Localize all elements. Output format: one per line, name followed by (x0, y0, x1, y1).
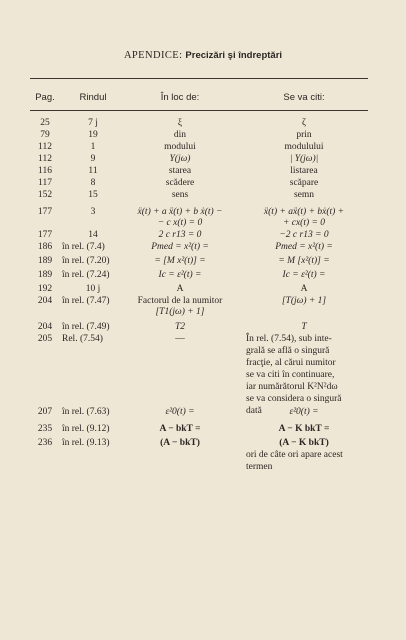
cell-pag: 112 (38, 154, 52, 164)
cell-rind: 9 (90, 154, 96, 164)
cell-citi: scăpare (289, 178, 319, 188)
cell-rind: 8 (90, 178, 96, 188)
cell-pag: 189 (37, 256, 53, 266)
cell-citi: [T(jω) + 1] (281, 296, 327, 306)
cell-citi: ε²0(t) = (289, 407, 319, 417)
cell-rind: 7 j (88, 118, 98, 128)
cell-pag: 205 (37, 334, 53, 344)
title-sub: Precizări şi îndreptări (185, 50, 283, 61)
cell-citi: ẍ(t) + aẍ(t) + bẋ(t) + (263, 207, 345, 217)
cell-citi: −2 c r13 = 0 (279, 230, 329, 240)
cell-loc: Pmed = x²(t) = (151, 242, 209, 252)
cell-citi: A (300, 284, 308, 294)
cell-rind: în rel. (7.4) (62, 242, 105, 252)
cell-rind: 1 (90, 142, 96, 152)
cell-pag: 189 (37, 270, 53, 280)
cell-rind: în rel. (7.49) (62, 322, 110, 332)
cell-citi: = M [x²(t)] = (278, 256, 330, 266)
cell-rind: în rel. (7.20) (62, 256, 110, 266)
cell-loc: sens (171, 190, 189, 200)
cell-pag: 177 (37, 207, 53, 217)
document-page: APENDICE: Precizări şi îndreptări Pag. Rindul În loc de: Se va citi: 25 7 j ξ ζ 79 19 din prin 112 1 modului modulului 112 9 Y(jω) | Y(jω)| 116 11 starea listarea 117 8 scădere scăpare 152 15 sens semn 177 3 ẍ(t) + a ẍ(t) + b ẋ(t) − ẍ(t) + aẍ(t) + bẋ(t) + − c x(t) = 0 + cx(t) = 0 177 14 2 c r13 = 0 −2 c r13 = 0 186 în rel. (7.4) Pmed = x²(t) = Pmed = x²(t) = 189 în rel. (7.20) = [M x²(t)] = = M [x²(t)] = 189 în rel. (7.24) Ic = ε²(t) = Ic = ε²(t) = 192 10 j A A 204 în rel. (7.47) Factorul de la numitor [T(jω) + 1] [T1(jω) + 1] 204 în rel. (7.49) T2 T 205 Rel. (7.54) — În rel. (7.54), sub inte- grală se află o singură fracţie, al cărui numitor se va citi în continuare, iar numărătorul K²N²dω se va considera o singură dată 207 în rel. (7.63) ε²0(t) = ε²0(t) = 235 în rel. (9.12) A − bkT = A − K bkT = 236 în rel. (9.13) (A − bkT) (A − K bkT) ori de câte ori apare acest termen (0, 0, 406, 640)
cell-citi-line2: + cx(t) = 0 (282, 218, 326, 228)
cell-rind: 11 (88, 166, 98, 176)
cell-pag: 204 (37, 296, 53, 306)
cell-rind: 3 (90, 207, 96, 217)
cell-pag: 116 (38, 166, 52, 176)
cell-loc: starea (168, 166, 192, 176)
cell-loc: modului (164, 142, 196, 152)
cell-rind: 15 (88, 190, 98, 200)
cell-rind: 10 j (85, 284, 101, 294)
cell-loc: — (175, 334, 185, 344)
cell-citi: ζ (302, 118, 306, 128)
cell-citi: modulului (284, 142, 324, 152)
cell-loc: A (176, 284, 184, 294)
cell-citi: semn (293, 190, 315, 200)
cell-pag: 112 (38, 142, 52, 152)
top-rule (30, 78, 368, 79)
title-main: APENDICE: (123, 50, 183, 61)
cell-rind: în rel. (7.47) (62, 296, 110, 306)
cell-loc: Y(jω) (169, 154, 191, 164)
cell-loc-line2: [T1(jω) + 1] (155, 307, 205, 317)
cell-pag: 204 (37, 322, 53, 332)
cell-loc: ξ (177, 118, 183, 128)
cell-citi: (A − K bkT) (279, 438, 329, 448)
cell-rind: Rel. (7.54) (62, 334, 103, 344)
cell-rind: 14 (88, 230, 98, 240)
cell-loc: ẍ(t) + a ẍ(t) + b ẋ(t) − (137, 207, 223, 217)
cell-pag: 236 (37, 438, 53, 448)
cell-pag: 207 (37, 407, 53, 417)
cell-loc: A − bkT = (159, 424, 201, 434)
cell-pag: 152 (37, 190, 53, 200)
cell-loc: Ic = ε²(t) = (158, 270, 202, 280)
cell-pag: 186 (37, 242, 53, 252)
cell-pag: 117 (38, 178, 52, 188)
page-title (0, 50, 406, 61)
cell-citi: T (301, 322, 307, 332)
cell-pag: 235 (37, 424, 53, 434)
cell-pag: 177 (37, 230, 53, 240)
cell-citi: prin (296, 130, 312, 140)
cell-loc-line2: − c x(t) = 0 (157, 218, 203, 228)
cell-citi: listarea (290, 166, 318, 176)
cell-citi: Ic = ε²(t) = (282, 270, 326, 280)
cell-loc: Factorul de la numitor (137, 296, 223, 306)
col-header-pag: Pag. (35, 92, 55, 103)
cell-citi: | Y(jω)| (289, 154, 319, 164)
col-header-in-loc-de: În loc de: (160, 92, 200, 103)
cell-rind: în rel. (7.24) (62, 270, 110, 280)
cell-loc: T2 (174, 322, 186, 332)
cell-loc: din (173, 130, 187, 140)
cell-citi: A − K bkT = (278, 424, 330, 434)
cell-pag: 79 (40, 130, 50, 140)
col-header-rindul: Rindul (79, 92, 107, 103)
cell-pag: 192 (37, 284, 53, 294)
cell-rind: în rel. (9.13) (62, 438, 110, 448)
cell-loc: scădere (165, 178, 195, 188)
cell-citi: Pmed = x²(t) = (275, 242, 333, 252)
cell-loc: ε²0(t) = (165, 407, 195, 417)
col-header-se-va-citi: Se va citi: (283, 92, 325, 103)
cell-loc: (A − bkT) (160, 438, 200, 448)
cell-pag: 25 (40, 118, 50, 128)
cell-rind: în rel. (9.12) (62, 424, 110, 434)
cell-rind: în rel. (7.63) (62, 407, 110, 417)
header-rule (30, 110, 368, 111)
cell-rind: 19 (88, 130, 98, 140)
cell-loc: = [M x²(t)] = (154, 256, 206, 266)
cell-loc: 2 c r13 = 0 (158, 230, 202, 240)
